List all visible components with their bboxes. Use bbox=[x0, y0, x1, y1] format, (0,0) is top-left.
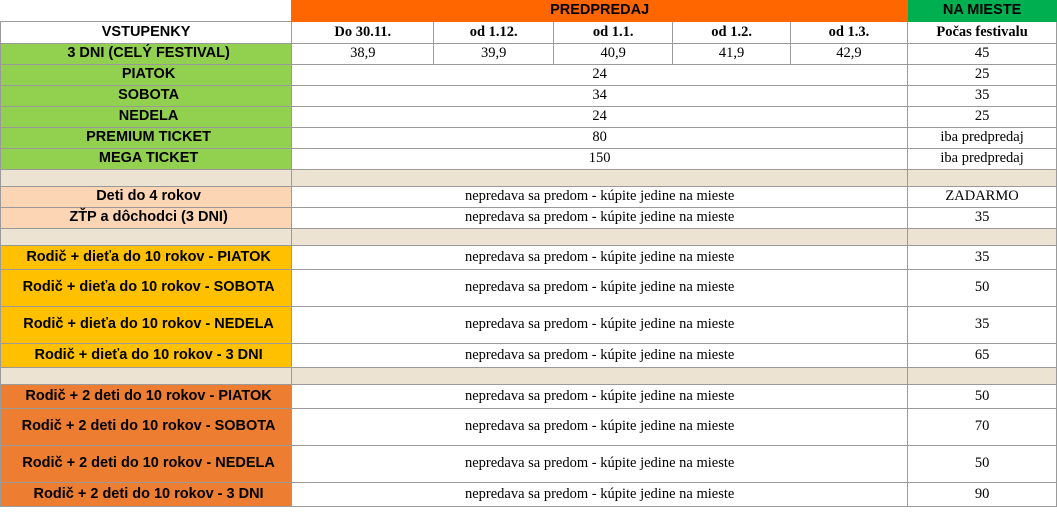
row-label-rodic-dieta-sobota: Rodič + dieťa do 10 rokov - SOBOTA bbox=[1, 270, 292, 307]
separator-cell bbox=[292, 229, 908, 246]
table-row bbox=[1, 107, 1057, 128]
onsite-rodic-2deti-3dni: 90 bbox=[908, 483, 1057, 507]
onsite-premium: iba predpredaj bbox=[908, 128, 1057, 149]
table-row bbox=[1, 65, 1057, 86]
row-label-rodic-dieta-3dni: Rodič + dieťa do 10 rokov - 3 DNI bbox=[1, 344, 292, 368]
row-label-ztp-dochodci: ZŤP a dôchodci (3 DNI) bbox=[1, 208, 292, 229]
table-row bbox=[1, 409, 1057, 446]
separator-cell bbox=[292, 170, 908, 187]
table-row bbox=[1, 128, 1057, 149]
price-mega-presale: 150 bbox=[292, 149, 908, 170]
table-row bbox=[1, 270, 1057, 307]
table-row bbox=[1, 44, 1057, 65]
price-3dni-p2: 39,9 bbox=[434, 44, 554, 65]
price-premium-presale: 80 bbox=[292, 128, 908, 149]
note-deti-do-4: nepredava sa predom - kúpite jedine na mieste bbox=[292, 187, 908, 208]
onsite-rodic-dieta-3dni: 65 bbox=[908, 344, 1057, 368]
row-label-premium: PREMIUM TICKET bbox=[1, 128, 292, 149]
header-period-4: od 1.2. bbox=[673, 22, 790, 44]
onsite-rodic-dieta-sobota: 50 bbox=[908, 270, 1057, 307]
onsite-rodic-2deti-sobota: 70 bbox=[908, 409, 1057, 446]
table-row bbox=[1, 385, 1057, 409]
note-rodic-2deti-sobota: nepredava sa predom - kúpite jedine na mieste bbox=[292, 409, 908, 446]
separator-band bbox=[1, 170, 1057, 187]
separator-cell bbox=[908, 368, 1057, 385]
separator-cell bbox=[292, 368, 908, 385]
header-band-row bbox=[1, 1, 1057, 22]
header-onsite: NA MIESTE bbox=[908, 1, 1057, 22]
onsite-3dni: 45 bbox=[908, 44, 1057, 65]
note-rodic-2deti-nedela: nepredava sa predom - kúpite jedine na mieste bbox=[292, 446, 908, 483]
note-rodic-dieta-nedela: nepredava sa predom - kúpite jedine na mieste bbox=[292, 307, 908, 344]
row-label-rodic-dieta-nedela: Rodič + dieťa do 10 rokov - NEDELA bbox=[1, 307, 292, 344]
header-sub-row bbox=[1, 22, 1057, 44]
separator-cell bbox=[1, 229, 292, 246]
separator-band bbox=[1, 229, 1057, 246]
note-rodic-2deti-3dni: nepredava sa predom - kúpite jedine na mieste bbox=[292, 483, 908, 507]
row-label-nedela: NEDELA bbox=[1, 107, 292, 128]
table-row bbox=[1, 483, 1057, 507]
note-rodic-dieta-piatok: nepredava sa predom - kúpite jedine na mieste bbox=[292, 246, 908, 270]
onsite-deti-do-4: ZADARMO bbox=[908, 187, 1057, 208]
onsite-ztp-dochodci: 35 bbox=[908, 208, 1057, 229]
price-piatok-presale: 24 bbox=[292, 65, 908, 86]
table-row bbox=[1, 344, 1057, 368]
note-rodic-2deti-piatok: nepredava sa predom - kúpite jedine na mieste bbox=[292, 385, 908, 409]
header-period-1: Do 30.11. bbox=[292, 22, 434, 44]
row-label-rodic-2deti-3dni: Rodič + 2 deti do 10 rokov - 3 DNI bbox=[1, 483, 292, 507]
separator-band bbox=[1, 368, 1057, 385]
note-rodic-dieta-sobota: nepredava sa predom - kúpite jedine na mieste bbox=[292, 270, 908, 307]
onsite-rodic-2deti-piatok: 50 bbox=[908, 385, 1057, 409]
header-presale: PREDPREDAJ bbox=[292, 1, 908, 22]
header-period-2: od 1.12. bbox=[434, 22, 554, 44]
row-label-mega: MEGA TICKET bbox=[1, 149, 292, 170]
table-row bbox=[1, 446, 1057, 483]
onsite-rodic-dieta-piatok: 35 bbox=[908, 246, 1057, 270]
header-tickets-label: VSTUPENKY bbox=[1, 22, 292, 44]
note-rodic-dieta-3dni: nepredava sa predom - kúpite jedine na mieste bbox=[292, 344, 908, 368]
separator-cell bbox=[1, 368, 292, 385]
price-3dni-p4: 41,9 bbox=[673, 44, 790, 65]
header-period-5: od 1.3. bbox=[790, 22, 907, 44]
row-label-3dni: 3 DNI (CELÝ FESTIVAL) bbox=[1, 44, 292, 65]
header-onsite-sub: Počas festivalu bbox=[908, 22, 1057, 44]
row-label-piatok: PIATOK bbox=[1, 65, 292, 86]
row-label-rodic-dieta-piatok: Rodič + dieťa do 10 rokov - PIATOK bbox=[1, 246, 292, 270]
table-row bbox=[1, 187, 1057, 208]
separator-cell bbox=[908, 229, 1057, 246]
separator-cell bbox=[908, 170, 1057, 187]
row-label-rodic-2deti-nedela: Rodič + 2 deti do 10 rokov - NEDELA bbox=[1, 446, 292, 483]
onsite-piatok: 25 bbox=[908, 65, 1057, 86]
table-row bbox=[1, 208, 1057, 229]
note-ztp-dochodci: nepredava sa predom - kúpite jedine na mieste bbox=[292, 208, 908, 229]
row-label-deti-do-4: Deti do 4 rokov bbox=[1, 187, 292, 208]
price-3dni-p1: 38,9 bbox=[292, 44, 434, 65]
price-3dni-p3: 40,9 bbox=[553, 44, 673, 65]
onsite-mega: iba predpredaj bbox=[908, 149, 1057, 170]
table-row bbox=[1, 149, 1057, 170]
row-label-rodic-2deti-sobota: Rodič + 2 deti do 10 rokov - SOBOTA bbox=[1, 409, 292, 446]
table-row bbox=[1, 86, 1057, 107]
onsite-nedela: 25 bbox=[908, 107, 1057, 128]
table-row bbox=[1, 307, 1057, 344]
header-spacer bbox=[1, 1, 292, 22]
onsite-rodic-2deti-nedela: 50 bbox=[908, 446, 1057, 483]
onsite-sobota: 35 bbox=[908, 86, 1057, 107]
price-nedela-presale: 24 bbox=[292, 107, 908, 128]
header-period-3: od 1.1. bbox=[553, 22, 673, 44]
row-label-sobota: SOBOTA bbox=[1, 86, 292, 107]
price-3dni-p5: 42,9 bbox=[790, 44, 907, 65]
price-sobota-presale: 34 bbox=[292, 86, 908, 107]
table-row bbox=[1, 246, 1057, 270]
separator-cell bbox=[1, 170, 292, 187]
onsite-rodic-dieta-nedela: 35 bbox=[908, 307, 1057, 344]
row-label-rodic-2deti-piatok: Rodič + 2 deti do 10 rokov - PIATOK bbox=[1, 385, 292, 409]
